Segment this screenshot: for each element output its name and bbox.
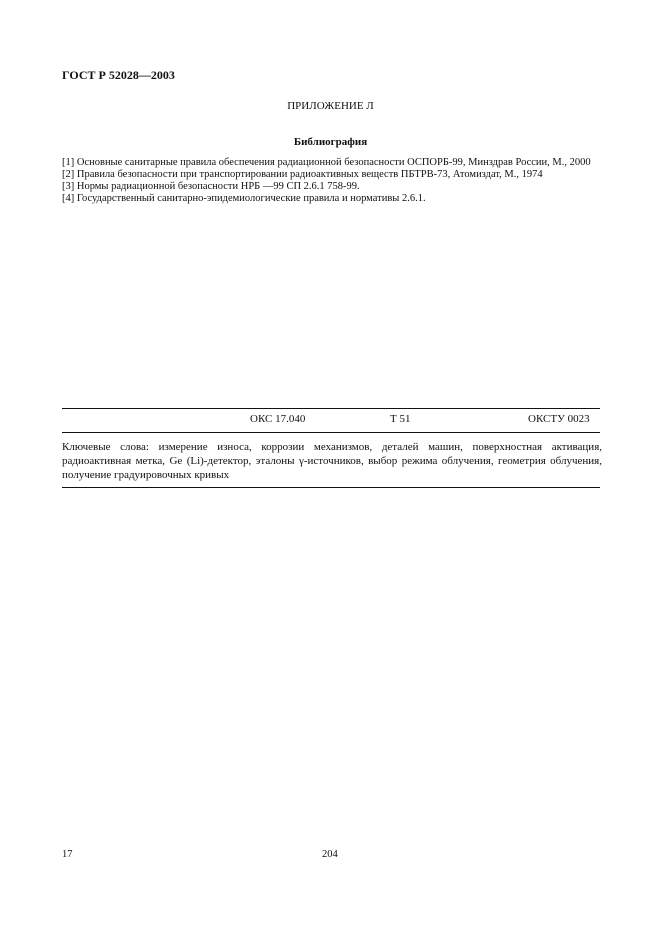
bibliography-title: Библиография: [293, 136, 368, 148]
reference-list: [62, 157, 607, 205]
page-number-center: 204: [322, 849, 338, 860]
reference-item: [2] Правила безопасности при транспортировании радиоактивных веществ ПБТРВ-73, Атомиздат, М., 1974: [62, 169, 543, 180]
keywords: Ключевые слова: измерение износа, коррозии механизмов, деталей машин, поверхностная активация, радиоактивная метка, Ge (Li)-детектор, эталоны γ-источников, выбор режима облучения, геометрия облучения, получение градуировочных кривых: [62, 441, 602, 481]
appendix-title: ПРИЛОЖЕНИЕ Л: [287, 100, 374, 112]
divider: [62, 432, 600, 433]
reference-item: [4] Государственный санитарно-эпидемиологические правила и нормативы 2.6.1.: [62, 193, 426, 204]
okstu-code: ОКСТУ 0023: [528, 413, 590, 425]
standard-header: ГОСТ Р 52028—2003: [62, 68, 175, 82]
divider: [62, 408, 600, 409]
oks-code: ОКС 17.040: [250, 413, 306, 425]
page-number-left: 17: [62, 849, 73, 860]
divider: [62, 487, 600, 488]
reference-item: [3] Нормы радиационной безопасности НРБ —99 СП 2.6.1 758-99.: [62, 181, 360, 192]
t-code: Т 51: [390, 413, 411, 425]
reference-item: [1] Основные санитарные правила обеспечения радиационной безопасности ОСПОРБ-99, Минздрав России, М., 2000: [62, 157, 591, 168]
